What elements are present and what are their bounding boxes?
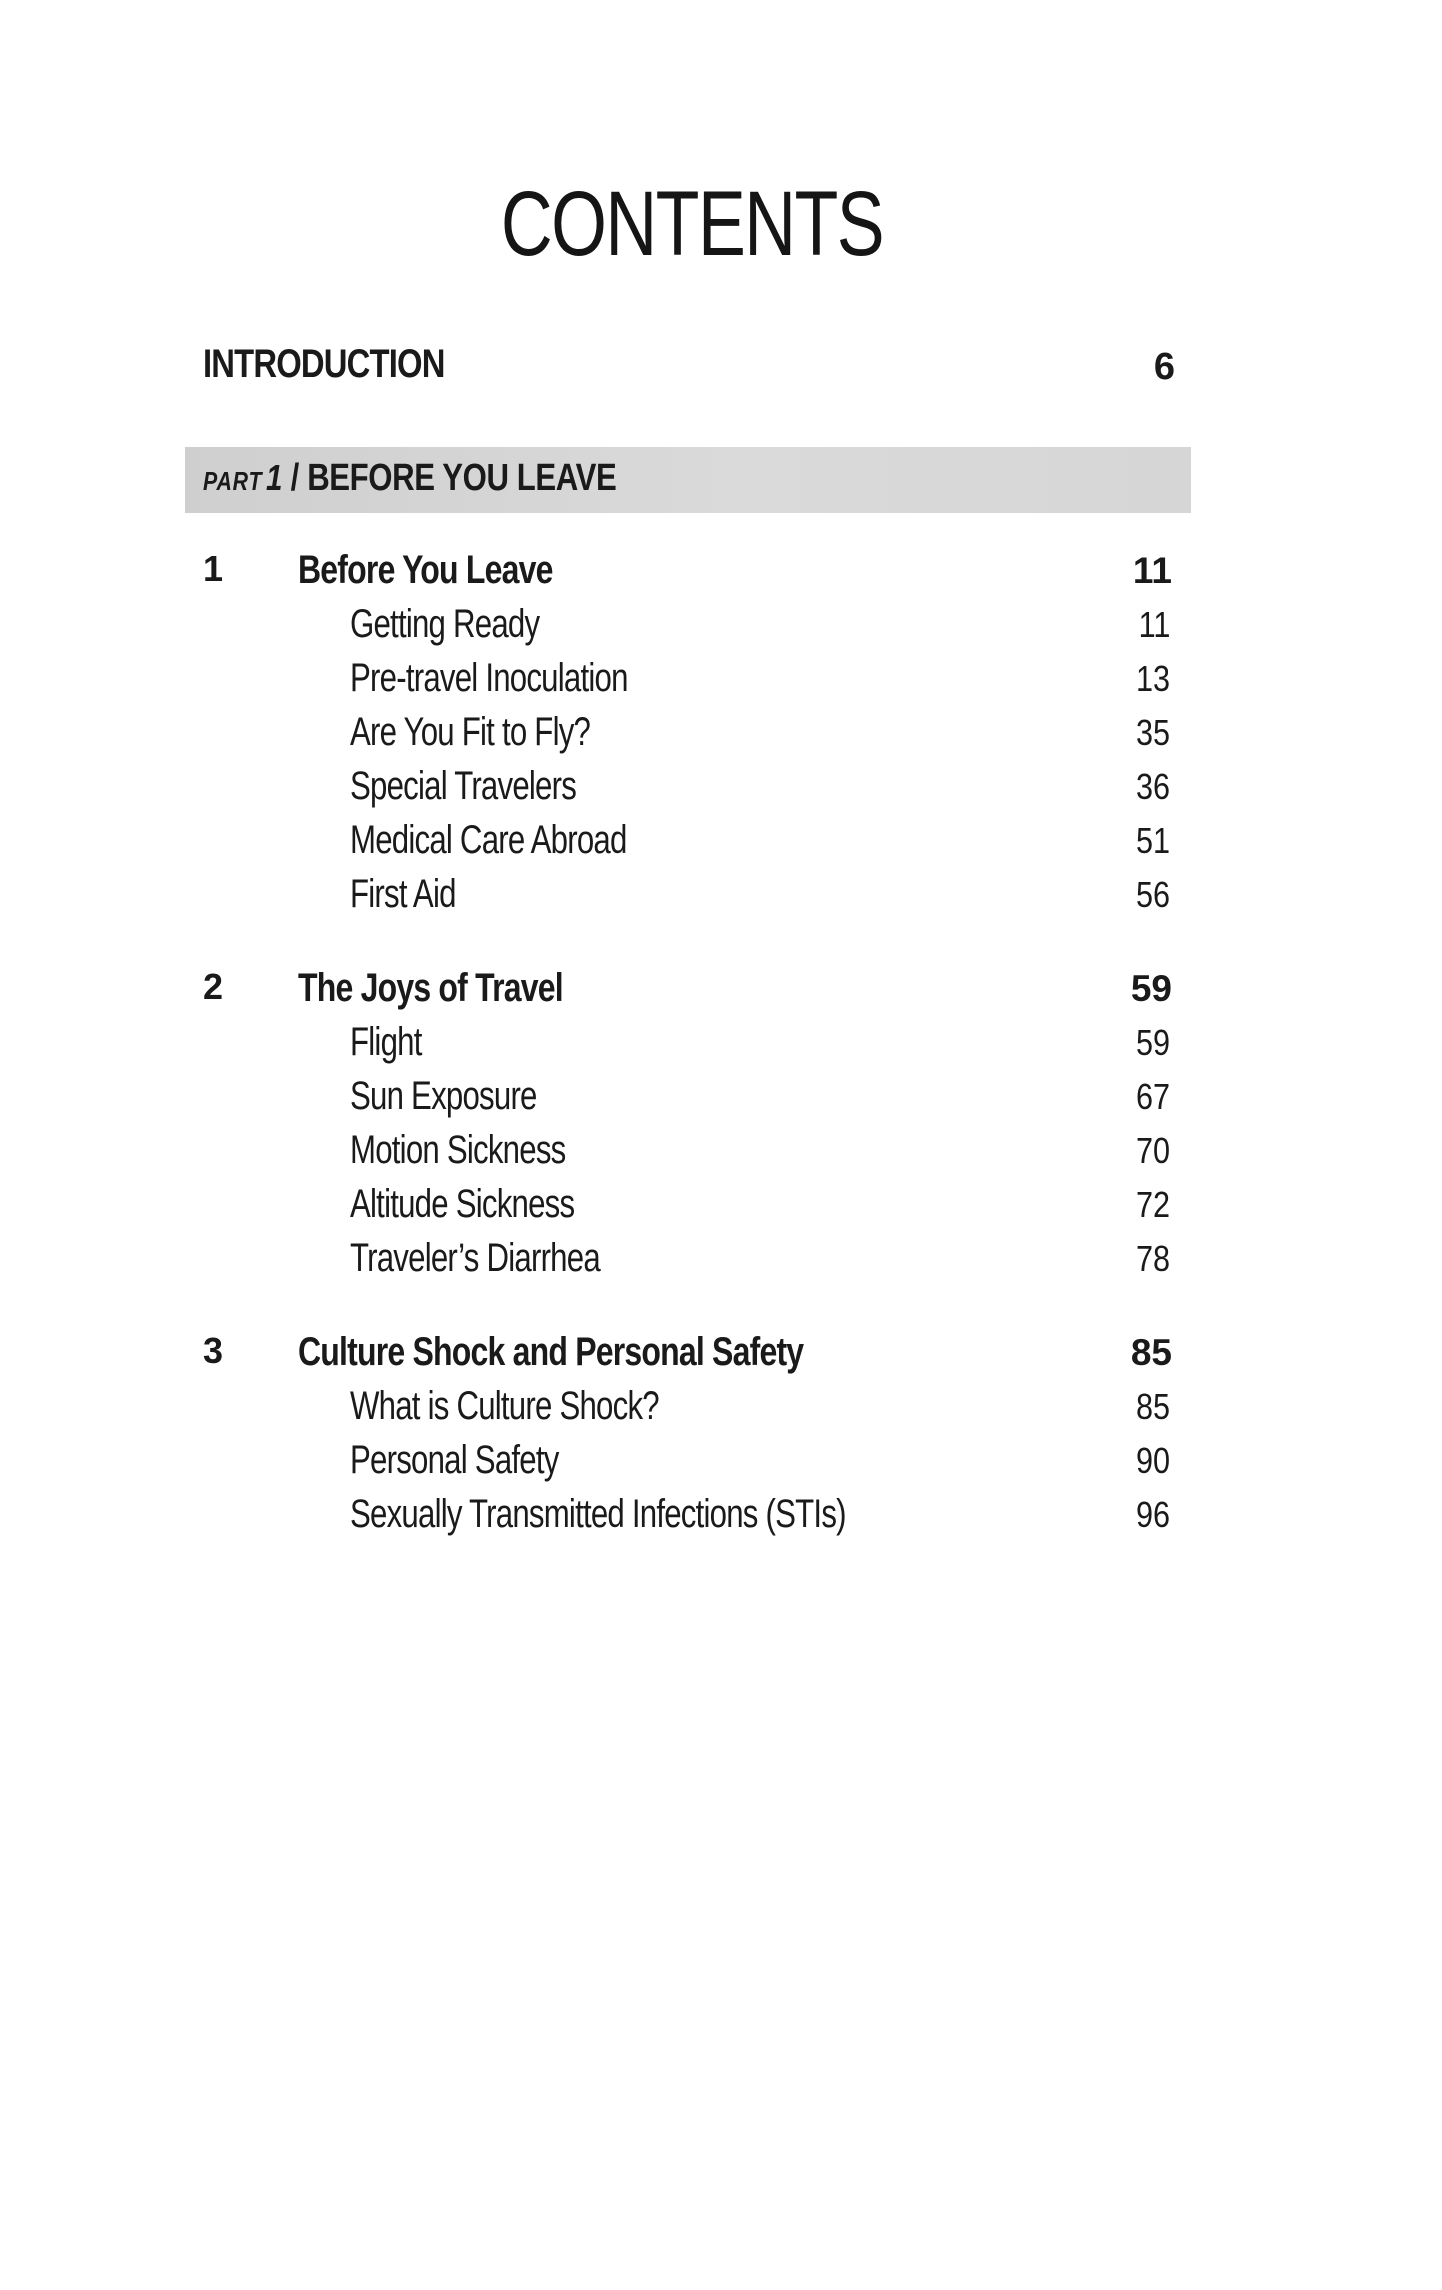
toc-section-entry[interactable]	[0, 1128, 1442, 1182]
toc-section-entry[interactable]	[0, 764, 1442, 818]
section-label: Sun Exposure	[350, 1074, 537, 1118]
section-page-number: 56	[1135, 874, 1170, 915]
toc-section-entry[interactable]	[0, 1384, 1442, 1438]
chapter-page-number: 11	[1132, 550, 1172, 591]
section-label: Sexually Transmitted Infections (STIs)	[350, 1492, 846, 1536]
section-page-number: 59	[1135, 1022, 1170, 1063]
part-header-bar	[185, 447, 1191, 513]
page-title: CONTENTS	[500, 173, 884, 275]
section-label: Personal Safety	[350, 1438, 559, 1482]
toc-section-entry[interactable]	[0, 1074, 1442, 1128]
toc-section-entry[interactable]	[0, 1182, 1442, 1236]
chapter-number: 2	[203, 966, 224, 1007]
section-label: Getting Ready	[350, 602, 540, 646]
toc-section-entry[interactable]	[0, 1236, 1442, 1290]
section-page-number: 67	[1135, 1076, 1170, 1117]
section-label: Special Travelers	[350, 764, 577, 808]
toc-section-entry[interactable]	[0, 1438, 1442, 1492]
section-page-number: 35	[1135, 712, 1170, 753]
section-page-number: 85	[1135, 1386, 1170, 1427]
chapter-title[interactable]: Before You Leave	[298, 548, 553, 592]
section-page-number: 72	[1135, 1184, 1170, 1225]
section-page-number: 36	[1135, 766, 1170, 807]
section-label: Altitude Sickness	[350, 1182, 575, 1226]
section-label: Are You Fit to Fly?	[350, 710, 591, 754]
part-separator: /	[282, 457, 308, 499]
section-page-number: 70	[1135, 1130, 1170, 1171]
chapter-number: 1	[203, 548, 224, 589]
section-label: What is Culture Shock?	[350, 1384, 659, 1428]
section-label: First Aid	[350, 872, 456, 916]
section-page-number: 11	[1138, 604, 1170, 645]
section-page-number: 96	[1135, 1494, 1170, 1535]
section-page-number: 51	[1135, 820, 1170, 861]
section-label: Flight	[350, 1020, 422, 1064]
section-list	[0, 1384, 1442, 1546]
section-label: Pre-travel Inoculation	[350, 656, 628, 700]
section-list	[0, 1020, 1442, 1290]
toc-introduction-entry[interactable]	[203, 342, 1175, 398]
section-page-number: 78	[1135, 1238, 1170, 1279]
section-page-number: 13	[1135, 658, 1170, 699]
toc-section-entry[interactable]	[0, 710, 1442, 764]
toc-section-entry[interactable]	[0, 1492, 1442, 1546]
section-label: Motion Sickness	[350, 1128, 566, 1172]
toc-section-entry[interactable]	[0, 872, 1442, 926]
toc-section-entry[interactable]	[0, 818, 1442, 872]
section-label: Medical Care Abroad	[350, 818, 627, 862]
part-number: 1	[266, 457, 283, 498]
section-list	[0, 602, 1442, 926]
part-title: BEFORE YOU LEAVE	[307, 457, 617, 499]
section-label: Traveler’s Diarrhea	[350, 1236, 600, 1280]
introduction-label: INTRODUCTION	[203, 342, 445, 386]
chapter-title[interactable]: The Joys of Travel	[298, 966, 563, 1010]
chapter-page-number: 59	[1130, 968, 1172, 1009]
chapter-number: 3	[203, 1330, 224, 1371]
section-page-number: 90	[1135, 1440, 1170, 1481]
introduction-page-number: 6	[1153, 346, 1175, 388]
toc-section-entry[interactable]	[0, 602, 1442, 656]
chapter-page-number: 85	[1130, 1332, 1172, 1373]
toc-section-entry[interactable]	[0, 656, 1442, 710]
toc-section-entry[interactable]	[0, 1020, 1442, 1074]
chapter-title[interactable]: Culture Shock and Personal Safety	[298, 1330, 804, 1374]
part-header	[203, 457, 616, 500]
part-word: PART	[203, 466, 263, 496]
